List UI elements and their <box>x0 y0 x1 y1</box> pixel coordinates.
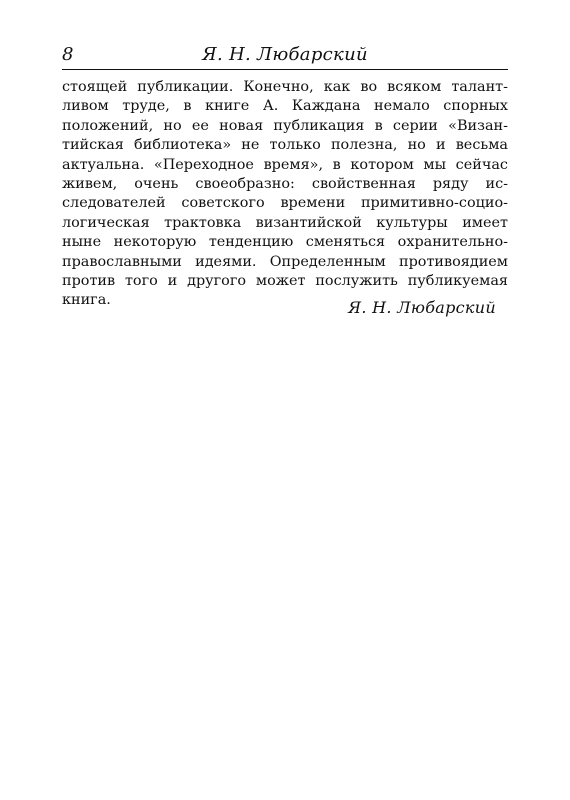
text-line: положений, но ее новая публикация в серии «Визан- <box>62 117 508 134</box>
text-line: ливом труде, в книге А. Каждана немало спорных <box>62 98 508 115</box>
header-rule <box>62 69 508 70</box>
text-line: актуальна. «Переходное время», в котором мы сейчас <box>62 156 508 173</box>
text-line: живем, очень своеобразно: свойственная ряду ис- <box>62 175 508 192</box>
text-line: ныне некоторую тенденцию сменяться охранительно- <box>62 234 508 251</box>
text-line: стоящей публикации. Конечно, как во всяком талант- <box>62 79 508 95</box>
text-line: книга. <box>62 292 111 309</box>
running-head <box>62 44 508 68</box>
page-number: 8 <box>62 44 74 65</box>
text-line: логическая трактовка византийской культуры имеет <box>62 214 508 231</box>
running-head-author: Я. Н. Любарский <box>202 44 368 65</box>
text-line: православными идеями. Определенным противоядием <box>62 253 508 270</box>
text-line: тийская библиотека» не только полезна, но и весьма <box>62 137 508 154</box>
text-line: против того и другого может послужить публикуемая <box>62 272 508 289</box>
author-signature: Я. Н. Любарский <box>348 298 496 317</box>
text-line: следователей советского времени примитивно-социо- <box>62 195 508 212</box>
body-paragraph <box>62 78 508 311</box>
